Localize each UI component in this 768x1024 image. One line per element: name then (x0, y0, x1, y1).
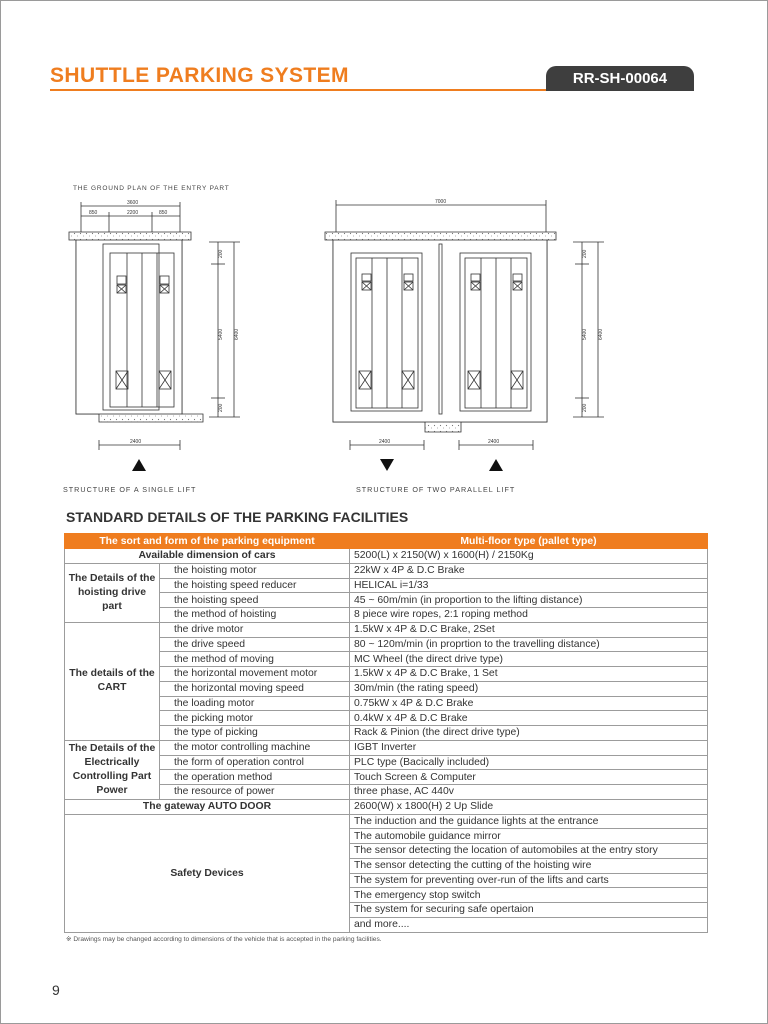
footnote: ※ Drawings may be changed according to dimensions of the vehicle that is accepted in the parking facilities. (66, 936, 382, 943)
table-row (65, 622, 708, 637)
group-hoisting: The Details of the hoisting drive part (65, 563, 160, 622)
safety-item: The system for preventing over-run of the lifts and carts (350, 873, 708, 888)
item-label: the motor controlling machine (160, 740, 350, 755)
dim-single-850-right: 850 (159, 210, 168, 216)
item-label: the operation method (160, 770, 350, 785)
row-label: Available dimension of cars (65, 549, 350, 564)
table-header-row (65, 534, 708, 549)
item-value: 30m/min (the rating speed) (350, 681, 708, 696)
dim-single-200-bottom: 200 (218, 403, 224, 412)
table-row (65, 667, 708, 682)
item-value: HELICAL i=1/33 (350, 578, 708, 593)
safety-item: The system for securing safe opertaion (350, 903, 708, 918)
item-label: the hoisting speed reducer (160, 578, 350, 593)
table-row (65, 785, 708, 800)
ground-plan-label: THE GROUND PLAN OF THE ENTRY PART (73, 185, 230, 192)
table-row (65, 799, 708, 814)
item-value: three phase, AC 440v (350, 785, 708, 800)
group-cart: The details of the CART (65, 622, 160, 740)
row-value: 2600(W) x 1800(H) 2 Up Slide (350, 799, 708, 814)
dim-single-850-left: 850 (89, 210, 98, 216)
safety-item: The induction and the guidance lights at the entrance (350, 814, 708, 829)
item-value: 80 ~ 120m/min (in proprtion to the travelling distance) (350, 637, 708, 652)
item-value: 1.5kW x 4P & D.C Brake, 1 Set (350, 667, 708, 682)
parallel-lift-plan (325, 200, 604, 450)
item-label: the method of hoisting (160, 608, 350, 623)
safety-item: The sensor detecting the location of automobiles at the entry story (350, 844, 708, 859)
item-label: the drive speed (160, 637, 350, 652)
table-row (65, 549, 708, 564)
item-value: IGBT Inverter (350, 740, 708, 755)
table-row (65, 740, 708, 755)
table-row (65, 711, 708, 726)
parallel-lift-label: STRUCTURE OF TWO PARALLEL LIFT (356, 485, 516, 494)
item-label: the picking motor (160, 711, 350, 726)
single-lift-up-arrow (132, 459, 146, 471)
dim-single-6400: 6400 (234, 328, 240, 340)
spec-table (64, 533, 708, 933)
single-lift-plan (69, 202, 240, 450)
table-row (65, 755, 708, 770)
item-value: Rack & Pinion (the direct drive type) (350, 726, 708, 741)
table-row (65, 608, 708, 623)
single-lift-label: STRUCTURE OF A SINGLE LIFT (63, 485, 197, 494)
table-row (65, 696, 708, 711)
dim-parallel-2400-right: 2400 (488, 439, 500, 445)
item-value: Touch Screen & Computer (350, 770, 708, 785)
table-row (65, 578, 708, 593)
table-row (65, 637, 708, 652)
dim-parallel-6400: 6400 (598, 328, 604, 340)
section-title: STANDARD DETAILS OF THE PARKING FACILITIES (66, 509, 409, 525)
table-row (65, 681, 708, 696)
col-header-type: Multi-floor type (pallet type) (350, 534, 708, 549)
dim-parallel-2400-left: 2400 (379, 439, 391, 445)
table-row (65, 652, 708, 667)
dim-single-200-top: 200 (218, 249, 224, 258)
product-code-badge: RR-SH-00064 (546, 66, 694, 91)
row-label: The gateway AUTO DOOR (65, 799, 350, 814)
item-value: 0.4kW x 4P & D.C Brake (350, 711, 708, 726)
table-row (65, 563, 708, 578)
table-row (65, 814, 708, 829)
table-row (65, 593, 708, 608)
dim-parallel-200-bottom: 200 (582, 403, 588, 412)
table-row (65, 770, 708, 785)
dim-parallel-200-top: 200 (582, 249, 588, 258)
floor-plan-drawing (55, 178, 615, 500)
dim-single-2200: 2200 (127, 210, 139, 216)
safety-item: and more.... (350, 917, 708, 932)
item-value: 1.5kW x 4P & D.C Brake, 2Set (350, 622, 708, 637)
item-label: the drive motor (160, 622, 350, 637)
dim-parallel-5400: 5400 (582, 328, 588, 340)
safety-item: The automobile guidance mirror (350, 829, 708, 844)
item-label: the hoisting motor (160, 563, 350, 578)
safety-item: The emergency stop switch (350, 888, 708, 903)
group-safety: Safety Devices (65, 814, 350, 932)
table-row (65, 726, 708, 741)
item-label: the horizontal movement motor (160, 667, 350, 682)
page-number: 9 (52, 982, 60, 998)
item-label: the horizontal moving speed (160, 681, 350, 696)
item-value: 8 piece wire ropes, 2:1 roping method (350, 608, 708, 623)
page-title: SHUTTLE PARKING SYSTEM (50, 64, 349, 87)
item-value: 45 ~ 60m/min (in proportion to the lifting distance) (350, 593, 708, 608)
dim-single-2400: 2400 (130, 439, 142, 445)
item-label: the hoisting speed (160, 593, 350, 608)
item-value: MC Wheel (the direct drive type) (350, 652, 708, 667)
item-label: the form of operation control (160, 755, 350, 770)
parallel-lift-up-arrow (489, 459, 503, 471)
item-label: the type of picking (160, 726, 350, 741)
row-value: 5200(L) x 2150(W) x 1600(H) / 2150Kg (350, 549, 708, 564)
item-label: the method of moving (160, 652, 350, 667)
item-value: PLC type (Bacically included) (350, 755, 708, 770)
parallel-lift-down-arrow (380, 459, 394, 471)
item-value: 22kW x 4P & D.C Brake (350, 563, 708, 578)
item-value: 0.75kW x 4P & D.C Brake (350, 696, 708, 711)
dim-single-3600: 3600 (127, 200, 139, 206)
safety-item: The sensor detecting the cutting of the hoisting wire (350, 858, 708, 873)
item-label: the resource of power (160, 785, 350, 800)
group-electrical: The Details of the Electrically Controlling Part Power (65, 740, 160, 799)
dim-parallel-7000: 7000 (435, 199, 447, 205)
item-label: the loading motor (160, 696, 350, 711)
col-header-equipment: The sort and form of the parking equipment (65, 534, 350, 549)
dim-single-5400: 5400 (218, 328, 224, 340)
